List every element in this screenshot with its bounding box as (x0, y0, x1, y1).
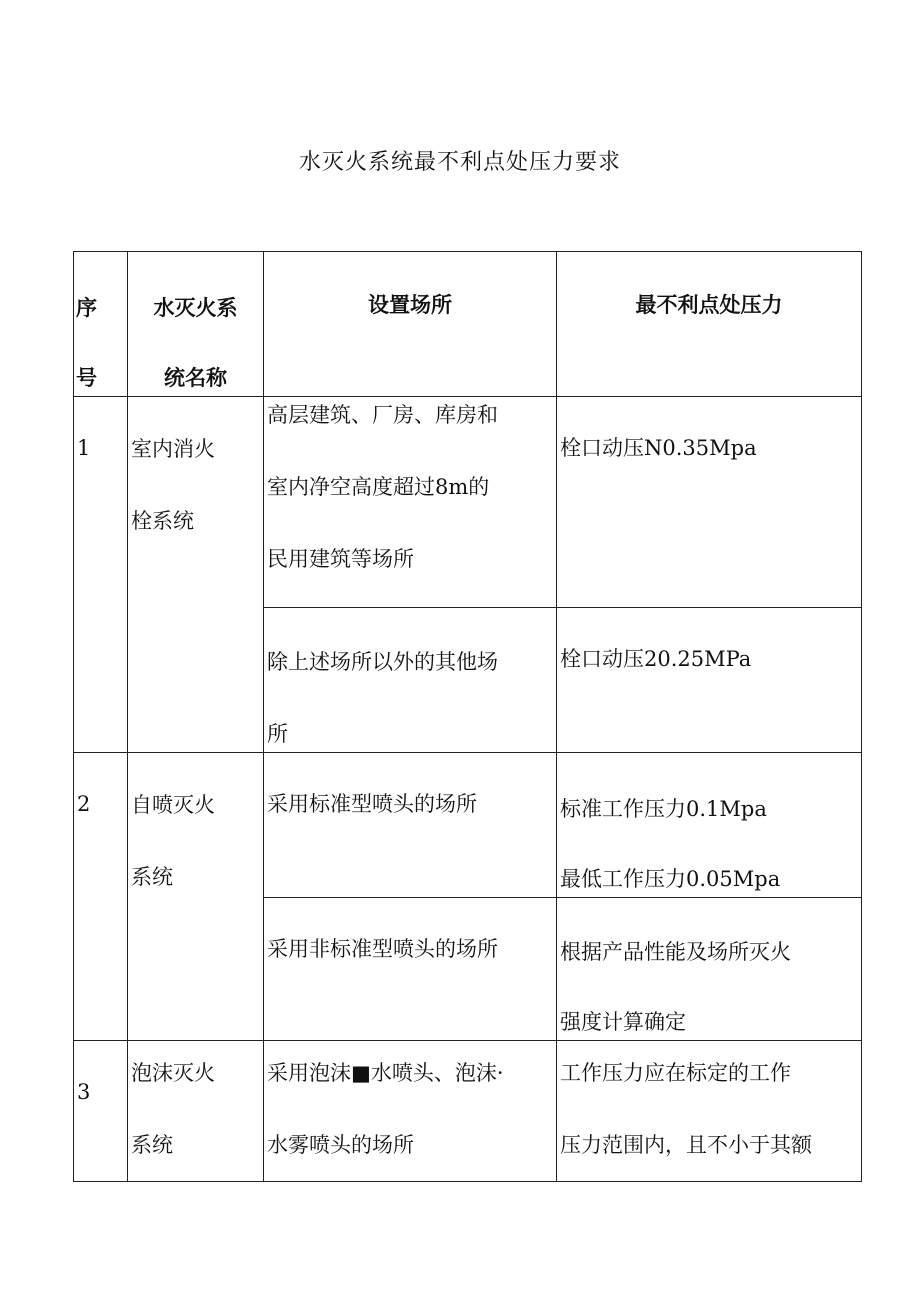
location-cell (264, 898, 557, 1041)
header-seq-line2: 号 (76, 366, 97, 390)
pressure-requirements-table (73, 251, 862, 1182)
location-line: 采用泡沫■水喷头、泡沫· (267, 1061, 504, 1085)
location-line: 室内净空高度超过8m的 (267, 475, 490, 499)
row-seq-value: 1 (77, 436, 91, 460)
header-name-line2: 统名称 (164, 366, 227, 390)
system-name-line2: 系统 (131, 1133, 173, 1157)
location-line: 除上述场所以外的其他场 (267, 650, 498, 674)
pressure-line: 强度计算确定 (560, 1010, 686, 1034)
location-line: 水雾喷头的场所 (267, 1133, 414, 1157)
pressure-cell (557, 397, 862, 608)
header-seq-line1: 序 (76, 296, 97, 320)
location-line: 采用非标准型喷头的场所 (267, 937, 498, 961)
row-seq (74, 397, 128, 753)
row-seq-value: 3 (77, 1080, 91, 1104)
system-name-line1: 室内消火 (131, 437, 215, 461)
location-line: 采用标准型喷头的场所 (267, 792, 477, 816)
pressure-cell (557, 608, 862, 753)
header-system-name (128, 252, 264, 397)
table-row (74, 397, 862, 608)
table-row (74, 753, 862, 898)
pressure-line: 根据产品性能及场所灭火 (560, 940, 791, 964)
row-system-name (128, 753, 264, 1041)
header-pressure (557, 252, 862, 397)
pressure-line: 压力范围内，且不小于其额 (560, 1133, 812, 1157)
header-pressure-label: 最不利点处压力 (635, 293, 783, 317)
location-cell (264, 608, 557, 753)
location-line: 民用建筑等场所 (267, 547, 414, 571)
document-title: 水灭火系统最不利点处压力要求 (298, 150, 621, 175)
pressure-line: 栓口动压20.25MPa (560, 647, 752, 671)
location-cell (264, 397, 557, 608)
header-location (264, 252, 557, 397)
location-line: 高层建筑、厂房、库房和 (267, 403, 498, 427)
header-seq (74, 252, 128, 397)
table-header-row (74, 252, 862, 397)
pressure-cell (557, 1041, 862, 1182)
pressure-line: 栓口动压N0.35Mpa (560, 436, 757, 460)
system-name-line2: 系统 (131, 865, 173, 889)
pressure-line: 工作压力应在标定的工作 (560, 1061, 791, 1085)
row-system-name (128, 397, 264, 753)
row-system-name (128, 1041, 264, 1182)
system-name-line1: 泡沫灭火 (131, 1061, 215, 1085)
header-name-line1: 水灭火系 (153, 296, 238, 320)
pressure-cell (557, 898, 862, 1041)
pressure-line: 最低工作压力0.05Mpa (560, 867, 781, 891)
header-location-label: 设置场所 (368, 293, 452, 317)
location-line: 所 (267, 722, 288, 746)
row-seq (74, 753, 128, 1041)
pressure-cell (557, 753, 862, 898)
system-name-line1: 自喷灭火 (131, 793, 215, 817)
pressure-line: 标准工作压力0.1Mpa (560, 797, 767, 821)
row-seq-value: 2 (77, 792, 91, 816)
table-row (74, 1041, 862, 1182)
location-cell (264, 1041, 557, 1182)
location-cell (264, 753, 557, 898)
row-seq (74, 1041, 128, 1182)
system-name-line2: 栓系统 (131, 509, 194, 533)
